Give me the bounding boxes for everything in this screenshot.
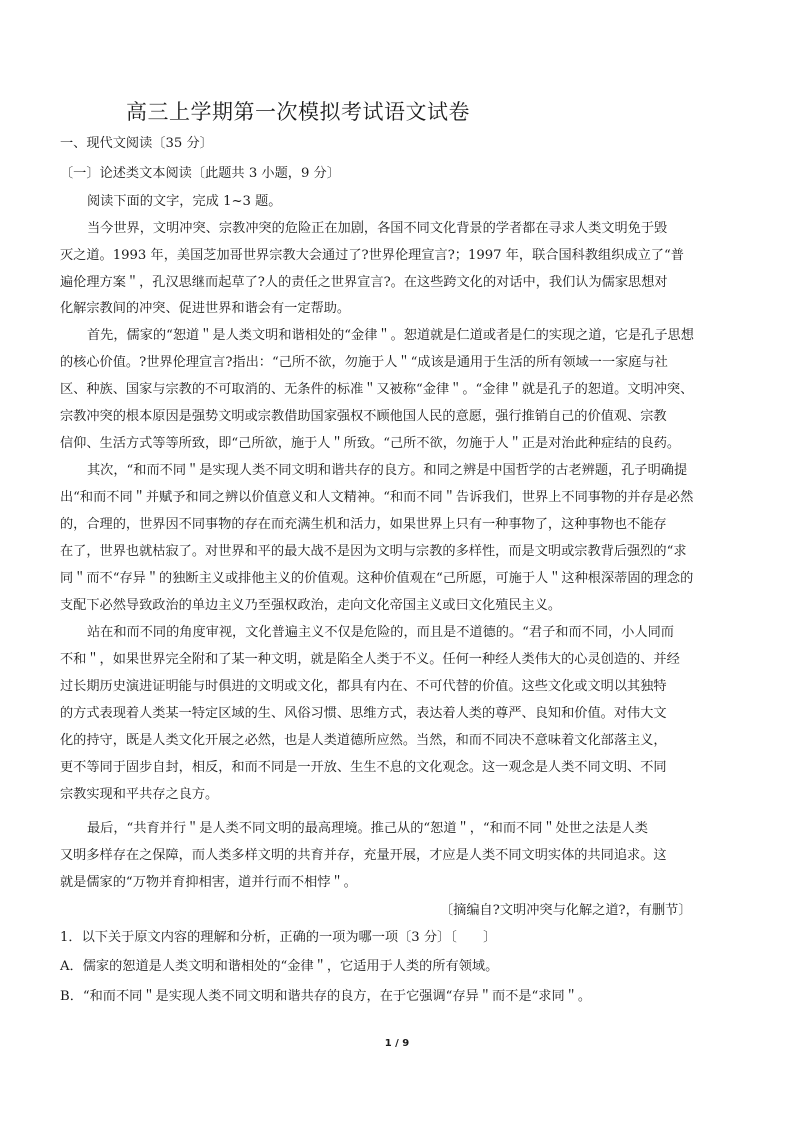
page-number: 1 / 9 (384, 1038, 410, 1049)
passage-line: 的，合理的，世界因不同事物的存在而充满生机和活力，如果世界上只有一种事物了，这种事物也不能存 (60, 517, 667, 532)
passage-line: 灭之道。1993 年，美国芝加哥世界宗教大会通过了?世界伦理宣言?；1997 年，联合国科教组织成立了“普 (60, 248, 684, 263)
passage-line: 的核心价值。?世界伦理宣言?指出：“己所不欲，勿施于人＂“成该是通用于生活的所有领域一一家庭与社 (60, 355, 668, 370)
reading-instruction: 阅读下面的文字，完成 1~3 题。 (87, 194, 282, 209)
subsection-heading: 〔一〕论述类文本阅读〔此题共 3 小题，9 分〕 (60, 166, 340, 181)
passage-line: 首先，儒家的“恕道＂是人类文明和谐相处的“金律＂。恕道就是仁道或者是仁的实现之道，它是孔子思想 (87, 328, 694, 343)
passage-line: 不和＂，如果世界完全附和了某一种文明，就是陷全人类于不义。任何一种经人类伟大的心灵创造的、并经 (60, 652, 680, 667)
passage-line: 的方式表现着人类某一特定区域的生、风俗习惯、思维方式，表达着人类的尊严、良知和价值。对伟大文 (60, 706, 667, 721)
passage-line: 信仰、生活方式等等所致，即“己所欲，施于人＂所致。“己所不欲，勿施于人＂正是对治此种症结的良药。 (60, 436, 681, 451)
passage-line: 站在和而不同的角度审视，文化普遍主义不仅是危险的，而且是不道德的。“君子和而不同，小人同而 (87, 625, 674, 640)
passage-line: 宗教实现和平共存之良方。 (60, 787, 219, 802)
passage-line: 在了，世界也就枯寂了。对世界和平的最大战不是因为文明与宗教的多样性，而是文明或宗教背后强烈的“求 (60, 544, 687, 559)
passage-line: 遍伦理方案＂，孔汉思继而起草了?人的责任之世界宣言?。在这些跨文化的对话中，我们认为儒家思想对 (60, 275, 668, 290)
passage-line: 出“和而不同＂并赋予和同之辨以价值意义和人文精神。“和而不同＂告诉我们，世界上不同事物的并存是必然 (60, 490, 694, 505)
page-title: 高三上学期第一次模拟考试语文试卷 (126, 100, 470, 124)
passage-line: 就是儒家的“万物并育抑相害，道并行而不相悖＂。 (60, 875, 357, 890)
passage-line: 过长期历史演进证明能与时俱进的文明或文化，都具有内在、不可代替的价值。这些文化或文明以其独特 (60, 679, 667, 694)
passage-line: 当今世界，文明冲突、宗教冲突的危险正在加剧，各国不同文化背景的学者都在寻求人类文明免于毁 (87, 221, 668, 236)
passage-line: 更不等同于固步自封，相反，和而不同是一开放、生生不息的文化观念。这一观念是人类不同文明、不同 (60, 760, 667, 775)
passage-line: 又明多样存在之保障，而人类多样文明的共育并存，充量开展，才应是人类不同文明实体的共同追求。这 (60, 848, 667, 863)
passage-line: 其次，“和而不同＂是实现人类不同文明和谐共存的良方。和同之辨是中国哲学的古老辨题，孔子明确提 (87, 463, 688, 478)
passage-line: 区、种族、国家与宗教的不可取消的、无条件的标准＂又被称“金律＂。“金律＂就是孔子的恕道。文明冲突、 (60, 382, 694, 397)
question-stem: 1．以下关于原文内容的理解和分析，正确的一项为哪一项〔3 分〕〔 〕 (60, 930, 497, 945)
passage-line: 宗教冲突的根本原因是强势文明或宗教借助国家强权不顾他国人民的意愿，强行推销自己的价值观、宗教 (60, 409, 667, 424)
passage-line: 化解宗教间的冲突、促进世界和谐会有一定帮助。 (60, 301, 351, 316)
source-note: 〔摘编自?文明冲突与化解之道?，有删节〕 (440, 903, 692, 918)
section-heading: 一、现代文阅读〔35 分〕 (60, 136, 213, 151)
passage-line: 最后，“共育并行＂是人类不同文明的最高理境。推己从的“恕道＂，“和而不同＂处世之法是人类 (87, 821, 648, 836)
passage-line: 同＂而不“存异＂的独断主义或排他主义的价值观。这种价值观在“己所愿，可施于人＂这种根深蒂固的理念的 (60, 571, 694, 586)
passage-line: 化的持守，既是人类文化开展之必然，也是人类道德所应然。当然，和而不同决不意味着文化部落主义， (60, 733, 667, 748)
passage-line: 支配下必然导致政治的单边主义乃至强权政治，走向文化帝国主义或曰文化殖民主义。 (60, 598, 562, 613)
answer-option-a: A．儒家的恕道是人类文明和谐相处的“金律＂，它适用于人类的所有领域。 (60, 959, 499, 974)
answer-option-b: B．“和而不同＂是实现人类不同文明和谐共存的良方，在于它强调“存异＂而不是“求同＂。 (60, 989, 592, 1004)
